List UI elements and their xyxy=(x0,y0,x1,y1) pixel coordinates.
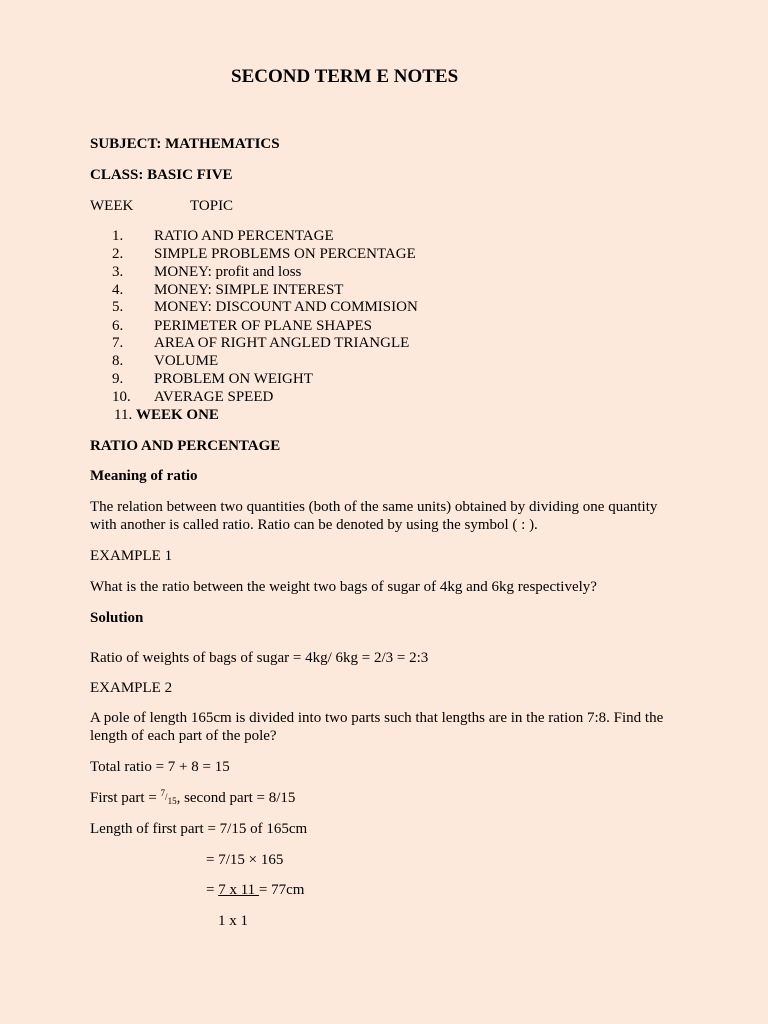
topic-number: 6. xyxy=(112,318,124,334)
topic-number: 7. xyxy=(112,335,124,351)
definition-line: with another is called ratio. Ratio can be denoted by using the symbol ( : ). xyxy=(90,517,538,533)
first-part-line xyxy=(90,789,295,808)
example-1-answer: Ratio of weights of bags of sugar = 4kg/ 6kg = 2/3 = 2:3 xyxy=(90,650,429,666)
solution-label: Solution xyxy=(90,610,144,626)
topic-item: PROBLEM ON WEIGHT xyxy=(154,371,313,387)
topic-item: MONEY: DISCOUNT AND COMMISION xyxy=(154,299,418,315)
fraction-slash: / xyxy=(165,792,168,802)
meaning-heading: Meaning of ratio xyxy=(90,468,198,484)
example-2-question: A pole of length 165cm is divided into two parts such that lengths are in the ration 7:8. Find the xyxy=(90,710,664,726)
example-1-label: EXAMPLE 1 xyxy=(90,548,173,564)
second-part-text: , second part = 8/15 xyxy=(176,790,296,806)
class-line: CLASS: BASIC FIVE xyxy=(90,167,233,183)
topic-item: PERIMETER OF PLANE SHAPES xyxy=(154,318,372,334)
length-first-part: Length of first part = 7/15 of 165cm xyxy=(90,821,308,837)
topic-number: 1. xyxy=(112,228,124,244)
fraction-numerator-underlined: 7 x 11 xyxy=(218,882,259,898)
subject-line: SUBJECT: MATHEMATICS xyxy=(90,136,280,152)
topic-number: 2. xyxy=(112,246,124,262)
topic-item: MONEY: SIMPLE INTEREST xyxy=(154,282,344,298)
topic-number: 5. xyxy=(112,299,124,315)
topic-header: TOPIC xyxy=(190,198,234,214)
topic-item: SIMPLE PROBLEMS ON PERCENTAGE xyxy=(154,246,416,262)
topic-item: RATIO AND PERCENTAGE xyxy=(154,228,334,244)
topic-number: 10. xyxy=(112,389,131,405)
first-part-prefix: First part = xyxy=(90,790,161,806)
calc-step-2-result: = 77cm xyxy=(258,882,305,898)
topic-item: MONEY: profit and loss xyxy=(154,264,302,280)
fraction-denominator: 15 xyxy=(167,796,177,806)
topic-number: 4. xyxy=(112,282,124,298)
calc-step-1: = 7/15 × 165 xyxy=(206,852,284,868)
example-2-label: EXAMPLE 2 xyxy=(90,680,173,696)
fraction-numerator: 7 xyxy=(160,788,166,798)
topic-number: 8. xyxy=(112,353,124,369)
calc-step-3: 1 x 1 xyxy=(218,913,248,929)
calc-step-2 xyxy=(206,881,304,899)
total-ratio: Total ratio = 7 + 8 = 15 xyxy=(90,759,230,775)
definition-line: The relation between two quantities (both of the same units) obtained by dividing one quantity xyxy=(90,499,658,515)
topic-number: 11. xyxy=(114,407,133,423)
calc-step-2-prefix: = xyxy=(206,882,219,898)
page-title: SECOND TERM E NOTES xyxy=(231,66,459,87)
week-header: WEEK xyxy=(90,198,134,214)
topic-item: VOLUME xyxy=(154,353,219,369)
topic-item: AREA OF RIGHT ANGLED TRIANGLE xyxy=(154,335,410,351)
topic-number: 3. xyxy=(112,264,124,280)
topic-item: AVERAGE SPEED xyxy=(154,389,274,405)
topic-number: 9. xyxy=(112,371,124,387)
section-heading: RATIO AND PERCENTAGE xyxy=(90,438,281,454)
topic-item: WEEK ONE xyxy=(136,407,219,423)
example-2-question: length of each part of the pole? xyxy=(90,728,277,744)
example-1-question: What is the ratio between the weight two bags of sugar of 4kg and 6kg respectively? xyxy=(90,579,597,595)
